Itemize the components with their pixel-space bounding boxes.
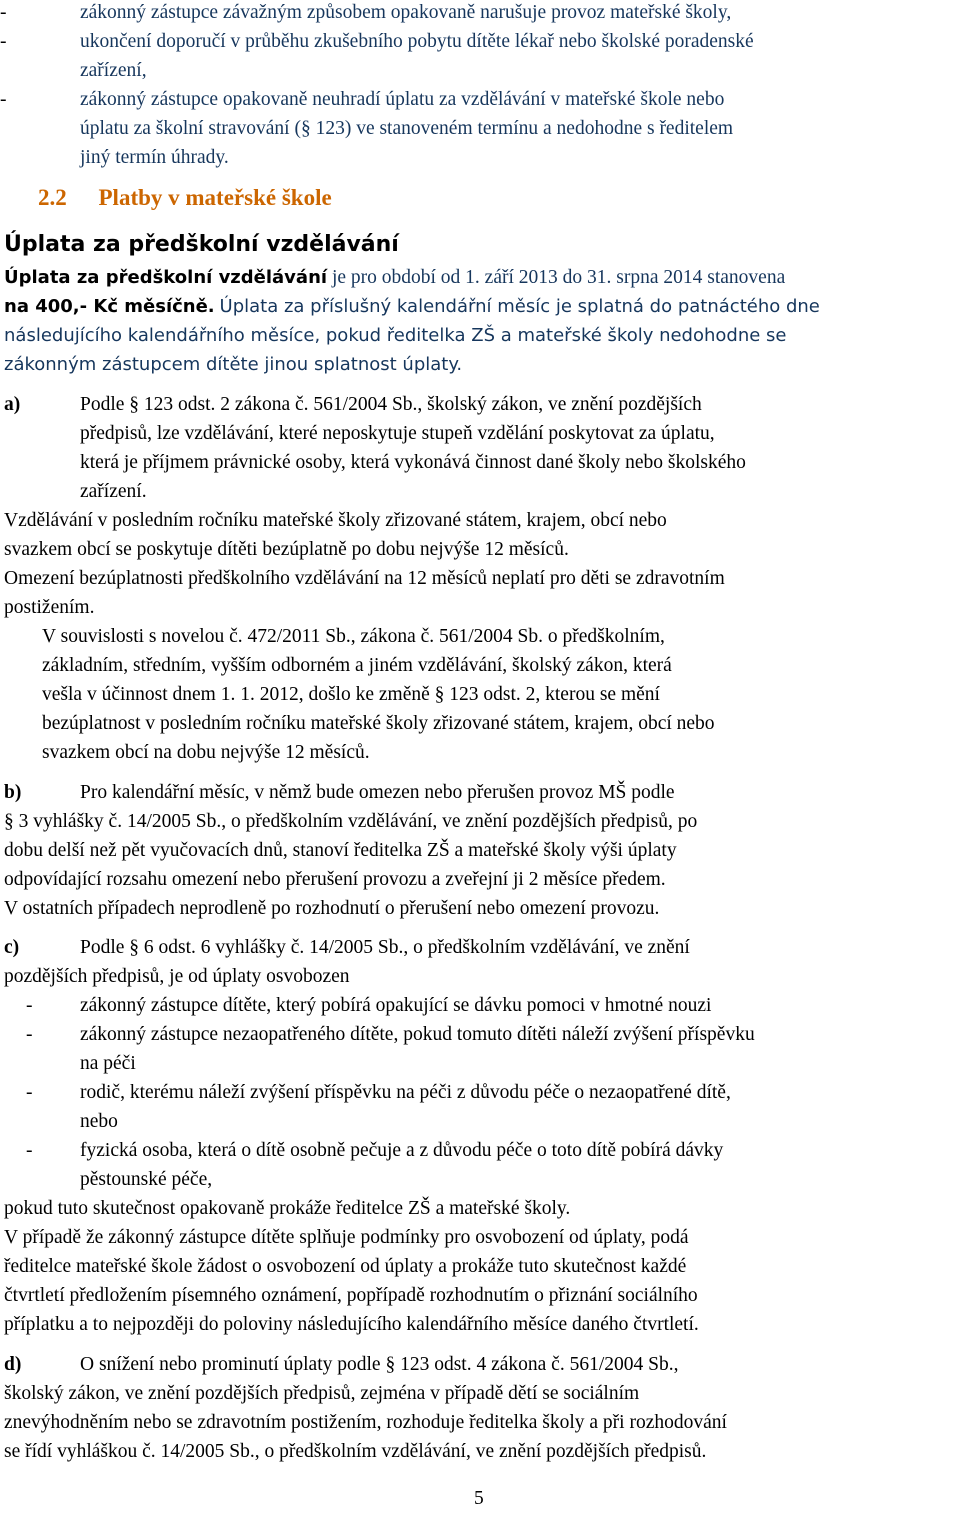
point-a-line-4: zařízení. — [80, 481, 147, 502]
list-dash: - — [0, 89, 7, 110]
point-a-line-3: která je příjmem právnické osoby, která vykonává činnost dané školy nebo školského — [80, 452, 746, 473]
list-item-continuation: zařízení, — [80, 60, 147, 81]
point-a-line-1: Podle § 123 odst. 2 zákona č. 561/2004 Sb., školský zákon, ve znění pozdějších — [80, 394, 702, 415]
list-dash: - — [26, 1082, 33, 1103]
last-year-line-4: postižením. — [4, 597, 95, 618]
fee-line-2-rest: Úplata za příslušný kalendářní měsíc je splatná do patnáctého dne — [219, 296, 820, 317]
request-line-1: V případě že zákonný zástupce dítěte splňuje podmínky pro osvobození od úplaty, podá — [4, 1227, 689, 1248]
point-d-line-2: školský zákon, ve znění pozdějších předpisů, zejména v případě dětí se sociálním — [4, 1383, 640, 1404]
fee-line-4: zákonným zástupcem dítěte jinou splatnost úplaty. — [4, 354, 463, 375]
section-number: 2.2 — [38, 185, 67, 210]
fee-line-1-rest: je pro období od 1. září 2013 do 31. srpna 2014 stanovena — [331, 267, 786, 288]
amendment-line-3: vešla v účinnost dnem 1. 1. 2012, došlo ke změně § 123 odst. 2, kterou se mění — [42, 684, 660, 705]
request-line-4: příplatku a to nejpozději do poloviny následujícího kalendářního měsíce daného čtvrtletí. — [4, 1314, 699, 1335]
list-item: rodič, kterému náleží zvýšení příspěvku na péči z důvodu péče o nezaopatřené dítě, — [80, 1082, 731, 1103]
fee-line-1 — [4, 264, 785, 293]
point-c-marker: c) — [4, 937, 20, 958]
subheading: Úplata za předškolní vzdělávání — [4, 232, 399, 257]
list-item: zákonný zástupce nezaopatřeného dítěte, pokud tomuto dítěti náleží zvýšení příspěvku — [80, 1024, 755, 1045]
amendment-line-2: základním, středním, vyšším odborném a jiném vzdělávání, školský zákon, která — [42, 655, 672, 676]
point-b-line-4: odpovídající rozsahu omezení nebo přerušení provozu a zveřejní ji 2 měsíce předem. — [4, 869, 666, 890]
amendment-line-4: bezúplatnost v posledním ročníku mateřské školy zřizované státem, krajem, obcí nebo — [42, 713, 715, 734]
fee-amount: na 400,- Kč měsíčně. — [4, 296, 215, 317]
point-c-line-1: Podle § 6 odst. 6 vyhlášky č. 14/2005 Sb., o předškolním vzdělávání, ve znění — [80, 937, 690, 958]
point-a-marker: a) — [4, 394, 21, 415]
list-dash: - — [26, 1024, 33, 1045]
list-item: fyzická osoba, která o dítě osobně pečuje a z důvodu péče o toto dítě pobírá dávky — [80, 1140, 724, 1161]
list-item: zákonný zástupce dítěte, který pobírá opakující se dávku pomoci v hmotné nouzi — [80, 995, 712, 1016]
list-item-continuation: pěstounské péče, — [80, 1169, 213, 1190]
point-b-marker: b) — [4, 782, 22, 803]
request-line-3: čtvrtletí předložením písemného oznámení, popřípadě rozhodnutím o přiznání sociálního — [4, 1285, 698, 1306]
section-heading — [38, 182, 332, 214]
fee-line-3: následujícího kalendářního měsíce, pokud ředitelka ZŠ a mateřské školy nedohodne se — [4, 325, 787, 346]
point-b-line-1: Pro kalendářní měsíc, v němž bude omezen nebo přerušen provoz MŠ podle — [80, 782, 675, 803]
list-item-continuation: jiný termín úhrady. — [80, 147, 229, 168]
list-dash: - — [0, 2, 7, 23]
fee-line-2 — [4, 293, 820, 322]
point-d-line-4: se řídí vyhláškou č. 14/2005 Sb., o předškolním vzdělávání, ve znění pozdějších předpisů. — [4, 1441, 707, 1462]
page-number: 5 — [474, 1488, 484, 1509]
last-year-line-2: svazkem obcí se poskytuje dítěti bezúplatně po dobu nejvýše 12 měsíců. — [4, 539, 569, 560]
point-a-line-2: předpisů, lze vzdělávání, které neposkytuje stupeň vzdělání poskytovat za úplatu, — [80, 423, 715, 444]
list-item-continuation: nebo — [80, 1111, 118, 1132]
fee-lead: Úplata za předškolní vzdělávání — [4, 267, 328, 288]
amendment-line-1: V souvislosti s novelou č. 472/2011 Sb., zákona č. 561/2004 Sb. o předškolním, — [42, 626, 665, 647]
section-title: Platby v mateřské škole — [98, 185, 332, 210]
list-dash: - — [26, 1140, 33, 1161]
point-d-marker: d) — [4, 1354, 22, 1375]
list-dash: - — [26, 995, 33, 1016]
list-dash: - — [0, 31, 7, 52]
point-b-line-3: dobu delší než pět vyučovacích dnů, stanoví ředitelka ZŠ a mateřské školy výši úplaty — [4, 840, 677, 861]
point-d-line-1: O snížení nebo prominutí úplaty podle § 123 odst. 4 zákona č. 561/2004 Sb., — [80, 1354, 679, 1375]
point-c-line-2: pozdějších předpisů, je od úplaty osvobozen — [4, 966, 350, 987]
list-item-continuation: na péči — [80, 1053, 136, 1074]
amendment-line-5: svazkem obcí na dobu nejvýše 12 měsíců. — [42, 742, 370, 763]
list-item: ukončení doporučí v průběhu zkušebního pobytu dítěte lékař nebo školské poradenské — [80, 31, 754, 52]
last-year-line-3: Omezení bezúplatnosti předškolního vzdělávání na 12 měsíců neplatí pro děti se zdravotním — [4, 568, 725, 589]
point-d-line-3: znevýhodněním nebo se zdravotním postižením, rozhoduje ředitelka školy a při rozhodování — [4, 1412, 727, 1433]
point-c-closing: pokud tuto skutečnost opakovaně prokáže ředitelce ZŠ a mateřské školy. — [4, 1198, 571, 1219]
list-item: zákonný zástupce opakovaně neuhradí úplatu za vzdělávání v mateřské škole nebo — [80, 89, 725, 110]
point-b-line-2: § 3 vyhlášky č. 14/2005 Sb., o předškolním vzdělávání, ve znění pozdějších předpisů, po — [4, 811, 698, 832]
last-year-line-1: Vzdělávání v posledním ročníku mateřské školy zřizované státem, krajem, obcí nebo — [4, 510, 667, 531]
request-line-2: ředitelce mateřské škole žádost o osvobození od úplaty a prokáže tuto skutečnost každé — [4, 1256, 687, 1277]
point-b-line-5: V ostatních případech neprodleně po rozhodnutí o přerušení nebo omezení provozu. — [4, 898, 660, 919]
list-item: zákonný zástupce závažným způsobem opakovaně narušuje provoz mateřské školy, — [80, 2, 732, 23]
list-item-continuation: úplatu za školní stravování (§ 123) ve stanoveném termínu a nedohodne s ředitelem — [80, 118, 734, 139]
